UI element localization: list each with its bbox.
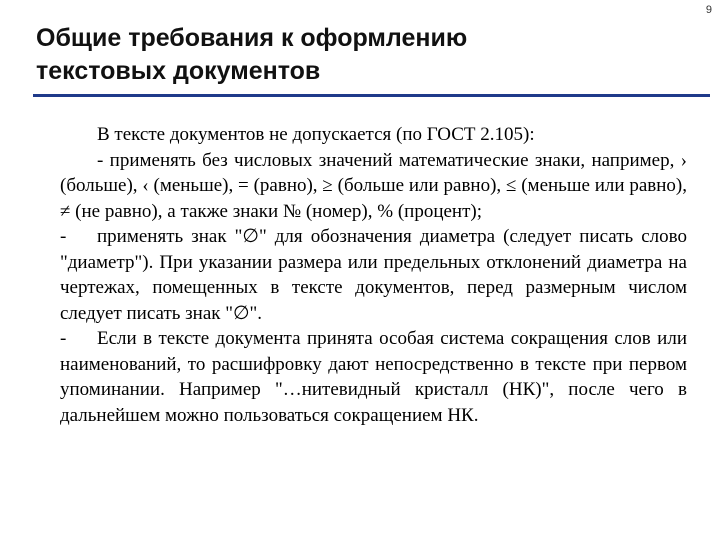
- slide-title-line-2: текстовых документов: [36, 57, 321, 85]
- list-dash: -: [60, 328, 67, 349]
- slide-title-line-1: Общие требования к оформлению: [36, 24, 468, 52]
- rule-item-diameter: [60, 224, 687, 326]
- slide-title: [36, 22, 467, 88]
- list-dash: -: [60, 226, 67, 247]
- page-number: 9: [705, 4, 712, 16]
- intro-paragraph: В тексте документов не допускается (по ГОСТ 2.105):: [97, 124, 535, 145]
- rule-item-abbreviations-text: Если в тексте документа принята особая система сокращения слов или наименований, то расшифровку дают непосредственно в тексте при первом упоминании. Например "…нитевидный кристалл (НК)", после чего в дальнейшем можно пользоваться сокращением НК.: [60, 328, 687, 426]
- rule-item-abbreviations: [60, 326, 687, 428]
- title-divider: [33, 94, 710, 97]
- rule-item-diameter-text: применять знак "∅" для обозначения диаметра (следует писать слово "диаметр"). При указании размера или предельных отклонений диаметра на чертежах, помещенных в тексте документов, перед размерным числом следует писать знак "∅".: [60, 226, 687, 324]
- document-body: [60, 122, 687, 428]
- rule-item-math-signs: - применять без числовых значений математические знаки, например, › (больше), ‹ (меньше), = (равно), ≥ (больше или равно), ≤ (меньше или равно), ≠ (не равно), а также знаки № (номер), % (процент);: [60, 149, 687, 222]
